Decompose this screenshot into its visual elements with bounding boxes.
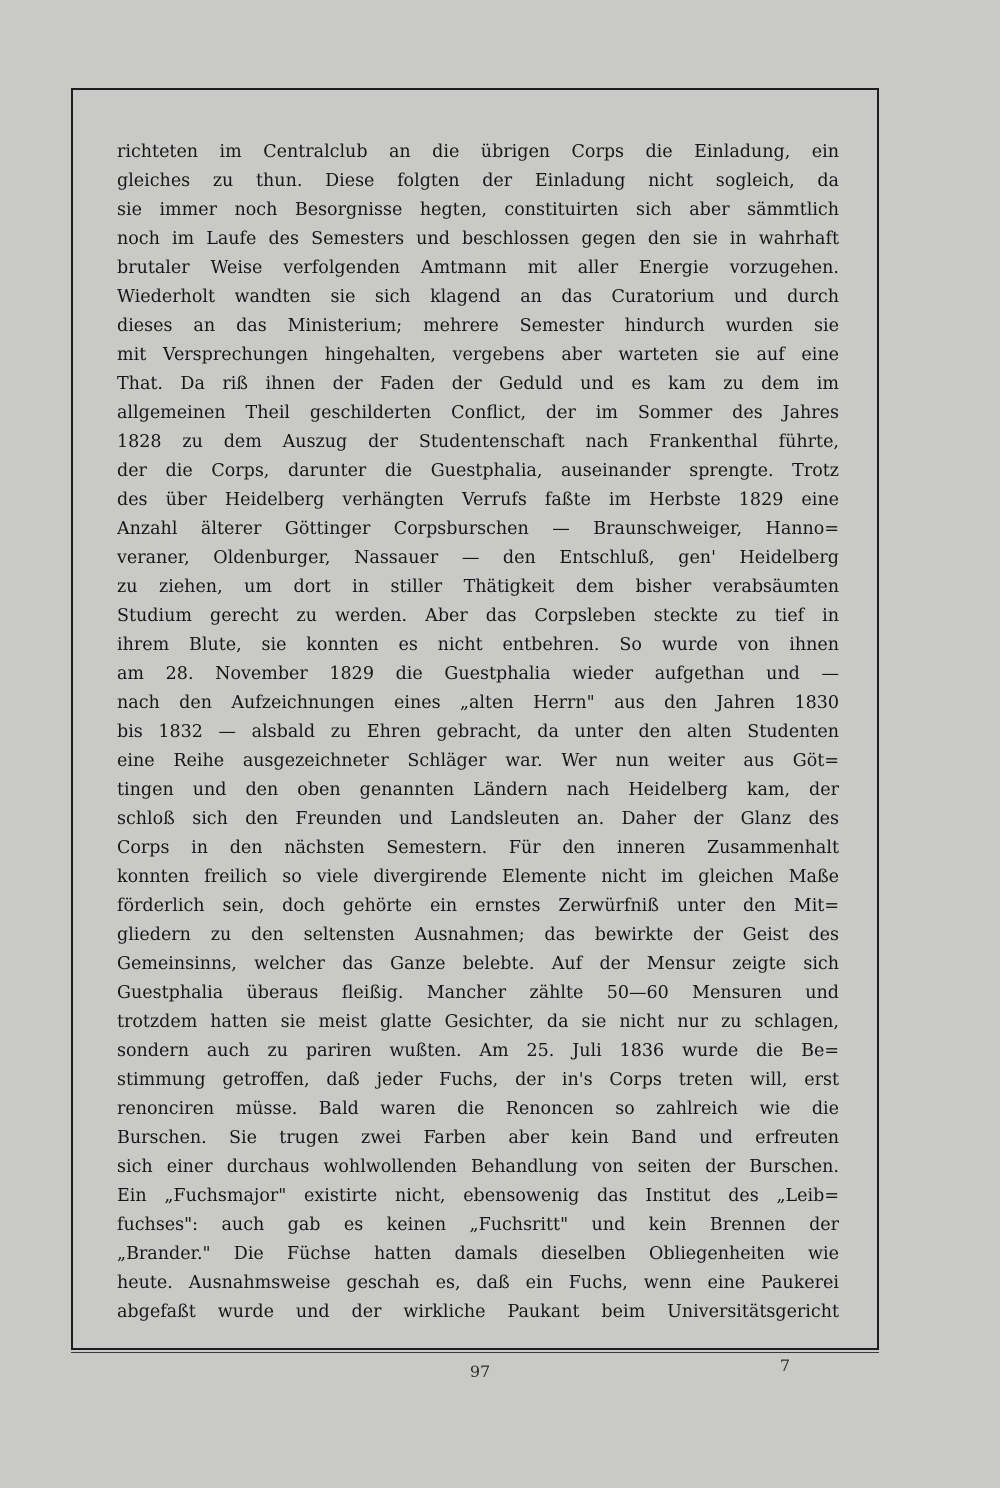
- text-line: schloß sich den Freunden und Landsleuten an. Daher der Glanz des: [117, 809, 839, 829]
- text-line: Burschen. Sie trugen zwei Farben aber kein Band und erfreuten: [117, 1128, 839, 1148]
- text-line: noch im Laufe des Semesters und beschlossen gegen den sie in wahrhaft: [117, 229, 839, 249]
- text-line: konnten freilich so viele divergirende Elemente nicht im gleichen Maße: [117, 867, 839, 887]
- text-line: veraner, Oldenburger, Nassauer — den Entschluß, gen' Heidelberg: [117, 548, 839, 568]
- text-line: That. Da riß ihnen der Faden der Geduld und es kam zu dem im: [117, 374, 839, 394]
- body-text: [117, 138, 839, 1327]
- text-line: Studium gerecht zu werden. Aber das Corpsleben steckte zu tief in: [117, 606, 839, 626]
- text-line: sie immer noch Besorgnisse hegten, constituirten sich aber sämmtlich: [117, 200, 839, 220]
- text-line: tingen und den oben genannten Ländern nach Heidelberg kam, der: [117, 780, 839, 800]
- text-line: nach den Aufzeichnungen eines „alten Herrn" aus den Jahren 1830: [117, 693, 839, 713]
- text-line: bis 1832 — alsbald zu Ehren gebracht, da unter den alten Studenten: [117, 722, 839, 742]
- text-line: förderlich sein, doch gehörte ein ernstes Zerwürfniß unter den Mit=: [117, 896, 839, 916]
- signature-mark: 7: [779, 1356, 791, 1375]
- text-line: zu ziehen, um dort in stiller Thätigkeit dem bisher verabsäumten: [117, 577, 839, 597]
- page-number: 97: [469, 1362, 491, 1381]
- text-line: Guestphalia überaus fleißig. Mancher zählte 50—60 Mensuren und: [117, 983, 839, 1003]
- text-line: fuchses": auch gab es keinen „Fuchsritt" und kein Brennen der: [117, 1215, 839, 1235]
- text-line: renonciren müsse. Bald waren die Renoncen so zahlreich wie die: [117, 1099, 839, 1119]
- text-line: am 28. November 1829 die Guestphalia wieder aufgethan und —: [117, 664, 839, 684]
- text-line: Corps in den nächsten Semestern. Für den inneren Zusammenhalt: [117, 838, 839, 858]
- footer-rule: [71, 1352, 879, 1353]
- text-line: ihrem Blute, sie konnten es nicht entbehren. So wurde von ihnen: [117, 635, 839, 655]
- text-line: gliedern zu den seltensten Ausnahmen; das bewirkte der Geist des: [117, 925, 839, 945]
- text-line: Ein „Fuchsmajor" existirte nicht, ebensowenig das Institut des „Leib=: [117, 1186, 839, 1206]
- text-line: mit Versprechungen hingehalten, vergebens aber warteten sie auf eine: [117, 345, 839, 365]
- text-line: sondern auch zu pariren wußten. Am 25. Juli 1836 wurde die Be=: [117, 1041, 839, 1061]
- text-line: abgefaßt wurde und der wirkliche Paukant beim Universitätsgericht: [117, 1302, 839, 1322]
- text-line: dieses an das Ministerium; mehrere Semester hindurch wurden sie: [117, 316, 839, 336]
- text-line: richteten im Centralclub an die übrigen Corps die Einladung, ein: [117, 142, 839, 162]
- text-line: Gemeinsinns, welcher das Ganze belebte. Auf der Mensur zeigte sich: [117, 954, 839, 974]
- text-line: heute. Ausnahmsweise geschah es, daß ein Fuchs, wenn eine Paukerei: [117, 1273, 839, 1293]
- text-line: Wiederholt wandten sie sich klagend an das Curatorium und durch: [117, 287, 839, 307]
- text-line: gleiches zu thun. Diese folgten der Einladung nicht sogleich, da: [117, 171, 839, 191]
- text-line: allgemeinen Theil geschilderten Conflict, der im Sommer des Jahres: [117, 403, 839, 423]
- text-line: stimmung getroffen, daß jeder Fuchs, der in's Corps treten will, erst: [117, 1070, 839, 1090]
- text-line: brutaler Weise verfolgenden Amtmann mit aller Energie vorzugehen.: [117, 258, 839, 278]
- text-line: trotzdem hatten sie meist glatte Gesichter, da sie nicht nur zu schlagen,: [117, 1012, 839, 1032]
- text-line: des über Heidelberg verhängten Verrufs faßte im Herbste 1829 eine: [117, 490, 839, 510]
- text-line: eine Reihe ausgezeichneter Schläger war. Wer nun weiter aus Göt=: [117, 751, 839, 771]
- text-line: sich einer durchaus wohlwollenden Behandlung von seiten der Burschen.: [117, 1157, 839, 1177]
- text-line: der die Corps, darunter die Guestphalia, auseinander sprengte. Trotz: [117, 461, 839, 481]
- text-line: 1828 zu dem Auszug der Studentenschaft nach Frankenthal führte,: [117, 432, 839, 452]
- text-line: „Brander." Die Füchse hatten damals dieselben Obliegenheiten wie: [117, 1244, 839, 1264]
- text-line: Anzahl älterer Göttinger Corpsburschen — Braunschweiger, Hanno=: [117, 519, 839, 539]
